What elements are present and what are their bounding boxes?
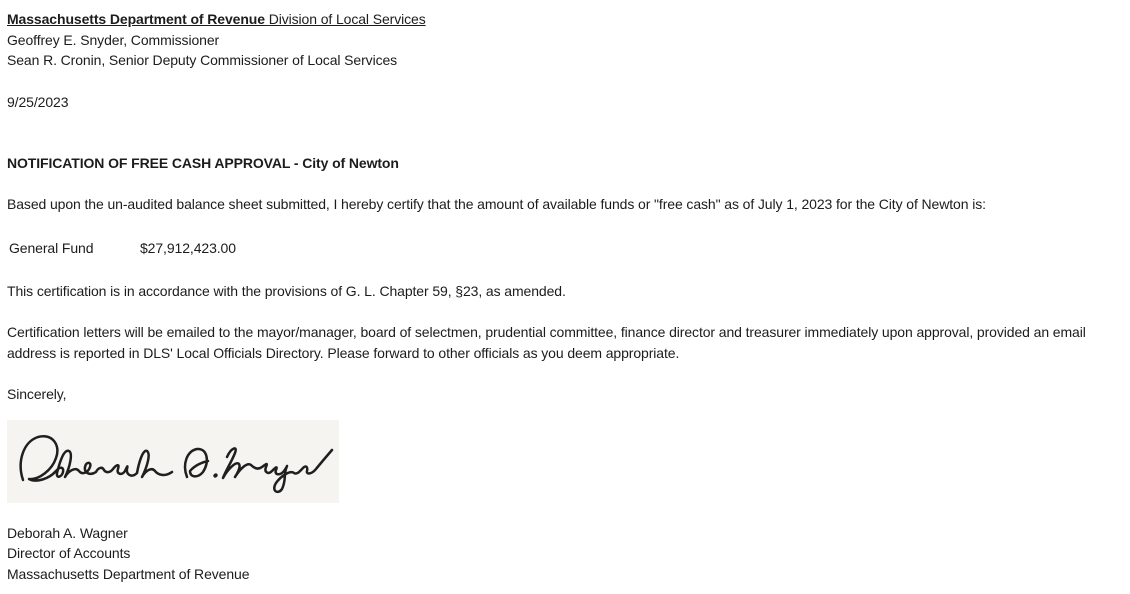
signature-image <box>7 420 339 503</box>
statute-paragraph: This certification is in accordance with the provisions of G. L. Chapter 59, §23, as amended. <box>7 282 566 299</box>
certification-paragraph: Based upon the un-audited balance sheet submitted, I hereby certify that the amount of available funds or "free cash" as of July 1, 2023 for the City of Newton is: <box>7 195 986 212</box>
subject-line: NOTIFICATION OF FREE CASH APPROVAL - City of Newton <box>7 155 399 171</box>
org-division: Division of Local Services <box>268 11 426 27</box>
signer-org: Massachusetts Department of Revenue <box>7 565 250 582</box>
signer-name: Deborah A. Wagner <box>7 524 128 541</box>
fund-label: General Fund <box>9 240 94 256</box>
fund-row <box>7 238 1122 259</box>
letterhead-org-line <box>7 9 1122 30</box>
date-line: 9/25/2023 <box>7 93 69 110</box>
signature-strokes <box>7 420 339 503</box>
fund-amount: $27,912,423.00 <box>140 240 236 256</box>
senior-deputy-line: Sean R. Cronin, Senior Deputy Commissioner of Local Services <box>7 52 398 68</box>
commissioner-line: Geoffrey E. Snyder, Commissioner <box>7 31 220 48</box>
closing-line: Sincerely, <box>7 386 67 402</box>
distribution-paragraph: Certification letters will be emailed to the mayor/manager, board of selectmen, prudential committee, finance director and treasurer immediately upon approval, provided an email address is reported in DLS' Local Officials Directory. Please forward to other officials as you deem appropriate. <box>7 324 1086 361</box>
signer-title: Director of Accounts <box>7 545 131 561</box>
org-name: Massachusetts Department of Revenue <box>7 11 269 27</box>
